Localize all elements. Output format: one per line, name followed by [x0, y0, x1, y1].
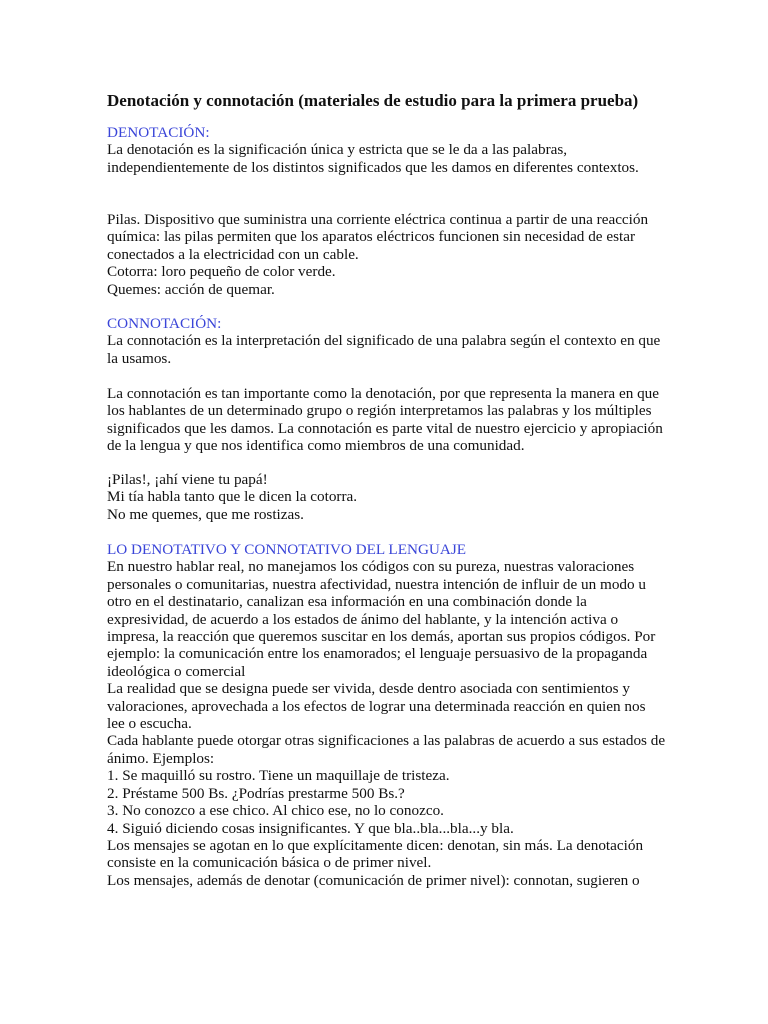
- list-item: 2. Préstame 500 Bs. ¿Podrías prestarme 500 Bs.?: [107, 784, 405, 802]
- heading-connotacion: CONNOTACIÓN:: [107, 315, 222, 332]
- paragraph-line: expresividad, de acuerdo a los estados de ánimo del hablante, y la intención activa o: [107, 610, 619, 628]
- paragraph-line: los hablantes de un determinado grupo o región interpretamos las palabras y los múltiples: [107, 402, 652, 420]
- document-title: Denotación y connotación (materiales de estudio para la primera prueba): [107, 91, 639, 110]
- paragraph-line: valoraciones, aprovechada a los efectos de lograr una determinada reacción en quien nos: [107, 697, 646, 715]
- paragraph-line: significados que les damos. La connotación es parte vital de nuestro ejercicio y apropiación: [107, 419, 663, 437]
- paragraph-line: ejemplo: la comunicación entre los enamorados; el lenguaje persuasivo de la propaganda: [107, 645, 648, 663]
- section-connotacion-importancia: [107, 385, 747, 455]
- paragraph-line: la usamos.: [107, 349, 172, 367]
- paragraph-line: ánimo. Ejemplos:: [107, 749, 215, 767]
- paragraph-line: La connotación es tan importante como la denotación, por que representa la manera en que: [107, 385, 660, 402]
- paragraph-line: La denotación es la significación única y estricta que se le da a las palabras,: [107, 141, 568, 159]
- heading-lenguaje: LO DENOTATIVO Y CONNOTATIVO DEL LENGUAJE: [107, 541, 467, 558]
- paragraph-line: Los mensajes se agotan en lo que explícitamente dicen: denotan, sin más. La denotación: [107, 836, 644, 854]
- paragraph-line: Cotorra: loro pequeño de color verde.: [107, 263, 336, 281]
- section-lenguaje: [107, 541, 747, 889]
- section-connotacion: [107, 315, 747, 367]
- section-ejemplos-connotacion: [107, 471, 747, 523]
- paragraph-line: impresa, la reacción que queremos suscitar en los demás, aportan sus propios códigos. Por: [107, 628, 656, 646]
- list-item: 3. No conozco a ese chico. Al chico ese, no lo conozco.: [107, 802, 444, 820]
- paragraph-line: otro en el destinatario, canalizan esa información en una combinación donde la: [107, 593, 587, 611]
- paragraph-line: lee o escucha.: [107, 715, 192, 733]
- paragraph-line: No me quemes, que me rostizas.: [107, 505, 304, 523]
- section-ejemplos-denotacion: [107, 211, 747, 298]
- paragraph-line: conectados a la electricidad con un cable.: [107, 245, 359, 263]
- paragraph-line: consiste en la comunicación básica o de primer nivel.: [107, 854, 432, 872]
- paragraph-line: Pilas. Dispositivo que suministra una corriente eléctrica continua a partir de una reacción: [107, 211, 649, 228]
- list-item: 4. Siguió diciendo cosas insignificantes. Y que bla..bla...bla...y bla.: [107, 819, 514, 837]
- section-denotacion: [107, 124, 747, 176]
- paragraph-line: Quemes: acción de quemar.: [107, 280, 275, 298]
- list-item: 1. Se maquilló su rostro. Tiene un maquillaje de tristeza.: [107, 767, 450, 785]
- paragraph-line: independientemente de los distintos significados que les damos en diferentes contextos.: [107, 158, 639, 176]
- paragraph-line: En nuestro hablar real, no manejamos los códigos con su pureza, nuestras valoraciones: [107, 558, 635, 576]
- paragraph-line: La connotación es la interpretación del significado de una palabra según el contexto en que: [107, 332, 661, 350]
- paragraph-line: Los mensajes, además de denotar (comunicación de primer nivel): connotan, sugieren o: [107, 871, 640, 889]
- paragraph-line: química: las pilas permiten que los aparatos eléctricos funcionen sin necesidad de estar: [107, 228, 636, 246]
- paragraph-line: de la lengua y que nos identifica como miembros de una comunidad.: [107, 437, 525, 455]
- paragraph-line: Mi tía habla tanto que le dicen la cotorra.: [107, 488, 358, 506]
- paragraph-line: Cada hablante puede otorgar otras significaciones a las palabras de acuerdo a sus estados de: [107, 732, 666, 750]
- paragraph-line: La realidad que se designa puede ser vivida, desde dentro asociada con sentimientos y: [107, 680, 630, 698]
- paragraph-line: ¡Pilas!, ¡ahí viene tu papá!: [107, 471, 268, 488]
- heading-denotacion: DENOTACIÓN:: [107, 124, 210, 141]
- paragraph-line: ideológica o comercial: [107, 662, 246, 680]
- paragraph-line: personales o comunitarias, nuestra afectividad, nuestra intención de influir de un modo u: [107, 575, 646, 593]
